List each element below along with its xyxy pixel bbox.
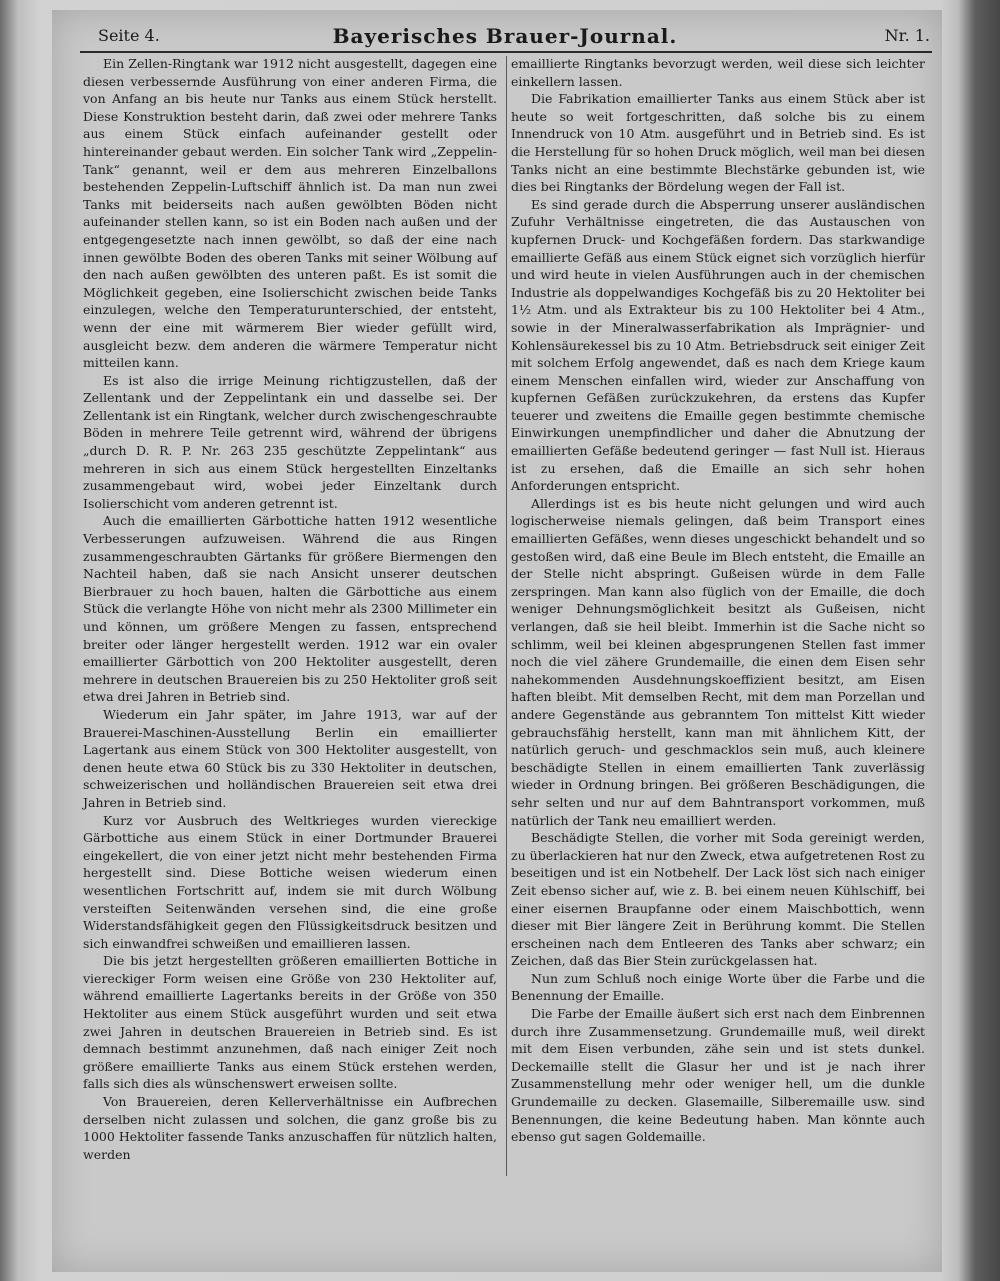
paragraph: Die bis jetzt hergestellten größeren emaillierten Bottiche in viereckiger Form weisen eine Größe von 230 Hektoliter auf, während emaillierte Lagertanks bereits in der Größe von 350 Hektoliter aus einem Stück ausgeführt wurden und seit etwa zwei Jahren in deutschen Brauereien in Betrieb sind. Es ist demnach bestimmt anzunehmen, daß nach einiger Zeit noch größere emaillierte Tanks aus einem Stück erstehen werden, falls sich dies als wünschenswert erweisen sollte. (83, 953, 497, 1092)
page-header (80, 26, 930, 48)
paragraph: Die Farbe der Emaille äußert sich erst nach dem Einbrennen durch ihre Zusammensetzung. Grundemaille muß, weil direkt mit dem Eisen verbunden, zähe sein und ist stets dunkel. Deckemaille stellt die Glasur her und ist je nach ihrer Zusammenstellung mehr oder weniger hell, um die dunkle Grundemaille zu decken. Glasemaille, Silberemaille usw. sind Benennungen, die keine Bedeutung haben. Man könnte auch ebenso gut sagen Goldemaille. (511, 1006, 925, 1145)
paragraph-continuation: emaillierte Ringtanks bevorzugt werden, weil diese sich leichter einkellern lassen. (511, 56, 925, 89)
paragraph: Auch die emaillierten Gärbottiche hatten 1912 wesentliche Verbesserungen aufzuweisen. Während die aus Ringen zusammengeschraubten Gärtanks für größere Biermengen den Nachteil haben, daß sie nach Ansicht unserer deutschen Bierbrauer zu hoch bauen, halten die Gärbottiche aus einem Stück die verlangte Höhe von nicht mehr als 2300 Millimeter ein und können, um größere Mengen zu fassen, entsprechend breiter oder länger hergestellt werden. 1912 war ein ovaler emaillierter Gärbottich von 200 Hektoliter ausgestellt, deren mehrere in deutschen Brauereien bis zu 250 Hektoliter groß seit etwa drei Jahren in Betrieb sind. (83, 513, 497, 705)
paragraph: Ein Zellen-Ringtank war 1912 nicht ausgestellt, dagegen eine diesen verbessernde Ausführung von einer anderen Firma, die von Anfang an bis heute nur Tanks aus einem Stück herstellt. Diese Konstruktion besteht darin, daß zwei oder mehrere Tanks aus einem Stück einfach aufeinander gestellt oder hintereinander gebaut werden. Ein solcher Tank wird „Zeppelin-Tank“ genannt, weil er dem aus mehreren Einzelballons bestehenden Zeppelin-Luftschiff ähnlich ist. Da man nun zwei Tanks mit beiderseits nach außen gewölbten Böden nicht aufeinander stellen kann, so ist ein Boden nach außen und der entgegengesetzte nach innen gewölbt, so daß der eine nach innen gewölbte Boden des oberen Tanks mit seiner Wölbung auf den nach außen gewölbten des unteren paßt. Es ist somit die Möglichkeit gegeben, eine Isolierschicht zwischen beide Tanks einzulegen, welche den Temperaturunterschied, der entsteht, wenn der eine mit wärmerem Bier wieder gefüllt wird, ausgleicht bezw. dem anderen die wärmere Temperatur nicht mitteilen kann. (83, 56, 497, 371)
paragraph: Allerdings ist es bis heute nicht gelungen und wird auch logischerweise niemals gelingen, daß beim Transport eines emaillierten Gefäßes, wenn dieses ungeschickt behandelt und so gestoßen wird, daß eine Beule im Blech entsteht, die Emaille an der Stelle nicht abspringt. Gußeisen würde in dem Falle zerspringen. Man kann also füglich von der Emaille, die doch weniger Dehnungsmöglichkeit besitzt als Gußeisen, nicht verlangen, daß sie heil bleibt. Immerhin ist die Sache nicht so schlimm, weil bei kleinen abgesprungenen Stellen fast immer noch die viel zähere Grundemaille, die einen dem Eisen sehr nahekommenden Ausdehnungskoeffizient besitzt, am Eisen haften bleibt. Mit demselben Recht, mit dem man Porzellan und andere Gegenstände aus gebranntem Ton mittelst Kitt wieder gebrauchsfähig herstellt, kann man mit ähnlichem Kitt, der natürlich geruch- und geschmacklos sein muß, auch kleinere beschädigte Stellen in einem emaillierten Tank zuverlässig wieder in Ordnung bringen. Bei größeren Beschädigungen, die sehr selten und nur auf dem Bahntransport vorkommen, muß natürlich der Tank neu emailliert werden. (511, 495, 925, 828)
paragraph: Es sind gerade durch die Absperrung unserer ausländischen Zufuhr Verhältnisse eingetreten, die das Austauschen von kupfernen Druck- und Kochgefäßen fordern. Das starkwandige emaillierte Gefäß aus einem Stück eignet sich vorzüglich hierfür und wird heute in vielen Ausführungen auch in der chemischen Industrie als doppelwandiges Kochgefäß bis zu 20 Hektoliter bei 1½ Atm. und als Extrakteur bis zu 100 Hektoliter bei 4 Atm., sowie in der Mineralwasserfabrikation als Imprägnier- und Kohlensäurekessel bis zu 10 Atm. Betriebsdruck seit einiger Zeit mit solchem Erfolg angewendet, daß es nach dem Kriege kaum einem Menschen einfallen wird, wieder zur Anschaffung von kupfernen Gefäßen zurückzukehren, da erstens das Kupfer teuerer und zweitens die Emaille gegen bestimmte chemische Einwirkungen unempfindlicher und daher die Abnutzung der emaillierten Gefäße bedeutend geringer — fast Null ist. Hieraus ist zu ersehen, daß die Emaille an sich sehr hohen Anforderungen entspricht. (511, 196, 925, 494)
paragraph: Die Fabrikation emaillierter Tanks aus einem Stück aber ist heute so weit fortgeschritten, daß solche bis zu einem Innendruck von 10 Atm. ausgeführt und in Betrieb sind. Es ist die Herstellung für so hohen Druck möglich, weil man bei diesen Tanks nicht an eine bestimmte Blechstärke gebunden ist, wie dies bei Ringtanks der Bördelung wegen der Fall ist. (511, 91, 925, 195)
paragraph: Von Brauereien, deren Kellerverhältnisse ein Aufbrechen derselben nicht zulassen und solchen, die ganz große bis zu 1000 Hektoliter fassende Tanks anzuschaffen für nützlich halten, werden (83, 1094, 497, 1162)
issue-number: Nr. 1. (884, 26, 930, 45)
page-label: Seite 4. (98, 26, 160, 45)
column-divider (506, 56, 507, 1176)
paragraph: Kurz vor Ausbruch des Weltkrieges wurden viereckige Gärbottiche aus einem Stück in einer Dortmunder Brauerei eingekellert, die von einer jetzt nicht mehr bestehenden Firma hergestellt sind. Diese Bottiche weisen wiederum einen wesentlichen Fortschritt auf, indem sie mit durch Wölbung versteiften Seitenwänden versehen sind, die eine große Widerstandsfähigkeit gegen den Flüssigkeitsdruck besitzen und sich einwandfrei schweißen und emaillieren lassen. (83, 812, 497, 951)
right-column (511, 55, 925, 1146)
journal-title: Bayerisches Brauer-Journal. (332, 24, 678, 48)
paragraph: Es ist also die irrige Meinung richtigzustellen, daß der Zellentank und der Zeppelintank ein und dasselbe sei. Der Zellentank ist ein Ringtank, welcher durch zwischengeschraubte Böden in mehrere Teile getrennt wird, während der übrigens „durch D. R. P. Nr. 263 235 geschützte Zeppelintank“ aus mehreren in sich aus einem Stück hergestellten Einzeltanks zusammengebaut wird, wobei jeder Einzeltank durch Isolierschicht vom anderen getrennt ist. (83, 372, 497, 511)
header-rule (80, 51, 932, 53)
left-column (83, 55, 497, 1163)
paragraph: Nun zum Schluß noch einige Worte über die Farbe und die Benennung der Emaille. (511, 970, 925, 1004)
paragraph: Beschädigte Stellen, die vorher mit Soda gereinigt werden, zu überlackieren hat nur den Zweck, etwa aufgetretenen Rost zu beseitigen und ist ein Notbehelf. Der Lack löst sich nach einiger Zeit ebenso sicher auf, wie z. B. bei einem neuen Kühlschiff, bei einer eisernen Braupfanne oder einem Maischbottich, wenn dieser mit Bier längere Zeit in Berührung kommt. Die Stellen erscheinen nach dem Entleeren des Tanks aber schwarz; ein Zeichen, daß das Bier Stein zurückgelassen hat. (511, 830, 925, 969)
paragraph: Wiederum ein Jahr später, im Jahre 1913, war auf der Brauerei-Maschinen-Ausstellung Berlin ein emaillierter Lagertank aus einem Stück von 300 Hektoliter ausgestellt, von denen heute etwa 60 Stück bis zu 330 Hektoliter in deutschen, schweizerischen und holländischen Brauereien seit etwa drei Jahren in Betrieb sind. (83, 706, 497, 810)
